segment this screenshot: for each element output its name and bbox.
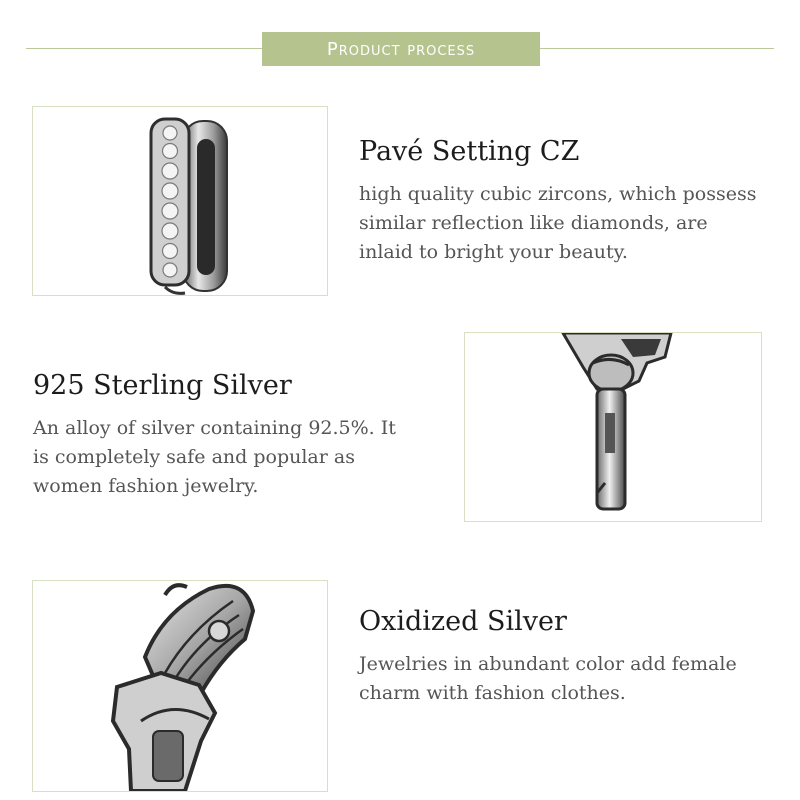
desc-line: similar reflection like diamonds, are	[359, 212, 708, 234]
oxidized-silver-image-frame	[32, 580, 328, 792]
desc-line: Jewelries in abundant color add female	[359, 653, 737, 675]
sterling-silver-image-frame	[464, 332, 762, 522]
feature-desc-oxidized-silver	[359, 650, 769, 708]
desc-line: high quality cubic zircons, which possess	[359, 183, 757, 205]
feature-title-pave-setting: Pavé Setting CZ	[359, 136, 580, 167]
section-header-label: Product process	[326, 38, 476, 60]
header-divider-left	[26, 48, 262, 49]
desc-line: inlaid to bright your beauty.	[359, 241, 628, 263]
desc-line: An alloy of silver containing 92.5%. It	[33, 417, 396, 439]
desc-line: charm with fashion clothes.	[359, 682, 626, 704]
revolver-barrel-image	[465, 333, 761, 521]
desc-line: women fashion jewelry.	[33, 475, 259, 497]
feature-desc-sterling-silver	[33, 414, 433, 501]
feature-desc-pave-setting	[359, 180, 769, 267]
feature-title-oxidized-silver: Oxidized Silver	[359, 606, 567, 637]
pave-setting-image-frame	[32, 106, 328, 296]
header-divider-right	[540, 48, 774, 49]
section-header	[262, 32, 540, 66]
feature-title-sterling-silver: 925 Sterling Silver	[33, 370, 292, 401]
revolver-grip-image	[33, 581, 327, 791]
cz-ring-spacer-image	[33, 107, 327, 295]
desc-line: is completely safe and popular as	[33, 446, 355, 468]
